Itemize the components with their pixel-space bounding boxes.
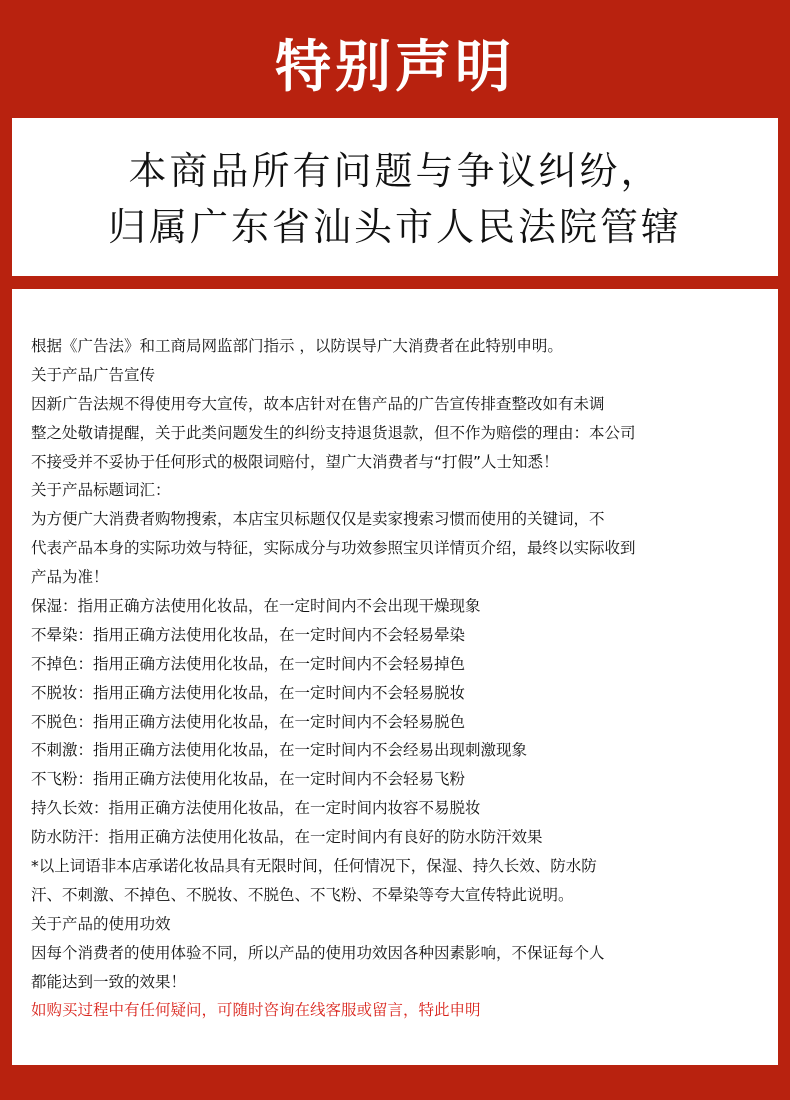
- term-definition: 不掉色：指用正确方法使用化妆品，在一定时间内不会轻易掉色: [31, 654, 466, 673]
- declaration-line: 整之处敬请提醒，关于此类问题发生的纠纷支持退货退款，但不作为赔偿的理由：本公司: [31, 423, 636, 442]
- jurisdiction-statement-line-2: 归属广东省汕头市人民法院管辖: [107, 205, 682, 249]
- declaration-line: 根据《广告法》和工商局网监部门指示 ，以防误导广大消费者在此特别申明。: [31, 337, 563, 355]
- term-definition: 不飞粉：指用正确方法使用化妆品，在一定时间内不会轻易飞粉: [31, 770, 466, 789]
- jurisdiction-statement-box: [12, 118, 778, 276]
- declaration-line: 产品为准！: [31, 568, 109, 587]
- contact-notice: 如购买过程中有任何疑问，可随时咨询在线客服或留言，特此申明: [31, 1001, 481, 1020]
- declaration-text: [31, 332, 771, 1025]
- section-heading-efficacy: 关于产品的使用功效: [31, 914, 171, 933]
- declaration-line: 不接受并不妥协于任何形式的极限词赔付，望广大消费者与“打假”人士知悉！: [31, 452, 559, 471]
- declaration-line: 因新广告法规不得使用夸大宣传，故本店针对在售产品的广告宣传排查整改如有未调: [31, 394, 605, 413]
- term-definition: 不脱色：指用正确方法使用化妆品，在一定时间内不会轻易脱色: [31, 712, 466, 731]
- term-definition: 持久长效：指用正确方法使用化妆品，在一定时间内妆容不易脱妆: [31, 799, 481, 818]
- declaration-line: 为方便广大消费者购物搜索，本店宝贝标题仅仅是卖家搜索习惯而使用的关键词，不: [31, 510, 605, 529]
- jurisdiction-statement-line-1: 本商品所有问题与争议纠纷，: [128, 149, 662, 193]
- term-definition: 不晕染：指用正确方法使用化妆品，在一定时间内不会轻易晕染: [31, 625, 466, 644]
- declaration-line: 汗、不刺激、不掉色、不脱妆、不脱色、不飞粉、不晕染等夸大宣传特此说明。: [31, 885, 574, 904]
- section-heading-title-keywords: 关于产品标题词汇：: [31, 481, 171, 500]
- declaration-line: *以上词语非本店承诺化妆品具有无限时间，任何情况下，保湿、持久长效、防水防: [31, 857, 597, 876]
- term-definition: 保湿：指用正确方法使用化妆品，在一定时间内不会出现干燥现象: [31, 597, 481, 616]
- page-title: 特别声明: [275, 35, 515, 100]
- declaration-content-box: [12, 289, 778, 1065]
- declaration-line: 都能达到一致的效果！: [31, 972, 187, 991]
- section-heading-advertising: 关于产品广告宣传: [31, 365, 156, 384]
- declaration-line: 因每个消费者的使用体验不同，所以产品的使用功效因各种因素影响，不保证每个人: [31, 943, 605, 962]
- term-definition: 不脱妆：指用正确方法使用化妆品，在一定时间内不会轻易脱妆: [31, 683, 466, 702]
- term-definition: 不刺激：指用正确方法使用化妆品，在一定时间内不会经易出现刺激现象: [31, 741, 528, 760]
- declaration-line: 代表产品本身的实际功效与特征，实际成分与功效参照宝贝详情页介绍，最终以实际收到: [31, 539, 636, 558]
- term-definition: 防水防汗：指用正确方法使用化妆品，在一定时间内有良好的防水防汗效果: [31, 828, 543, 847]
